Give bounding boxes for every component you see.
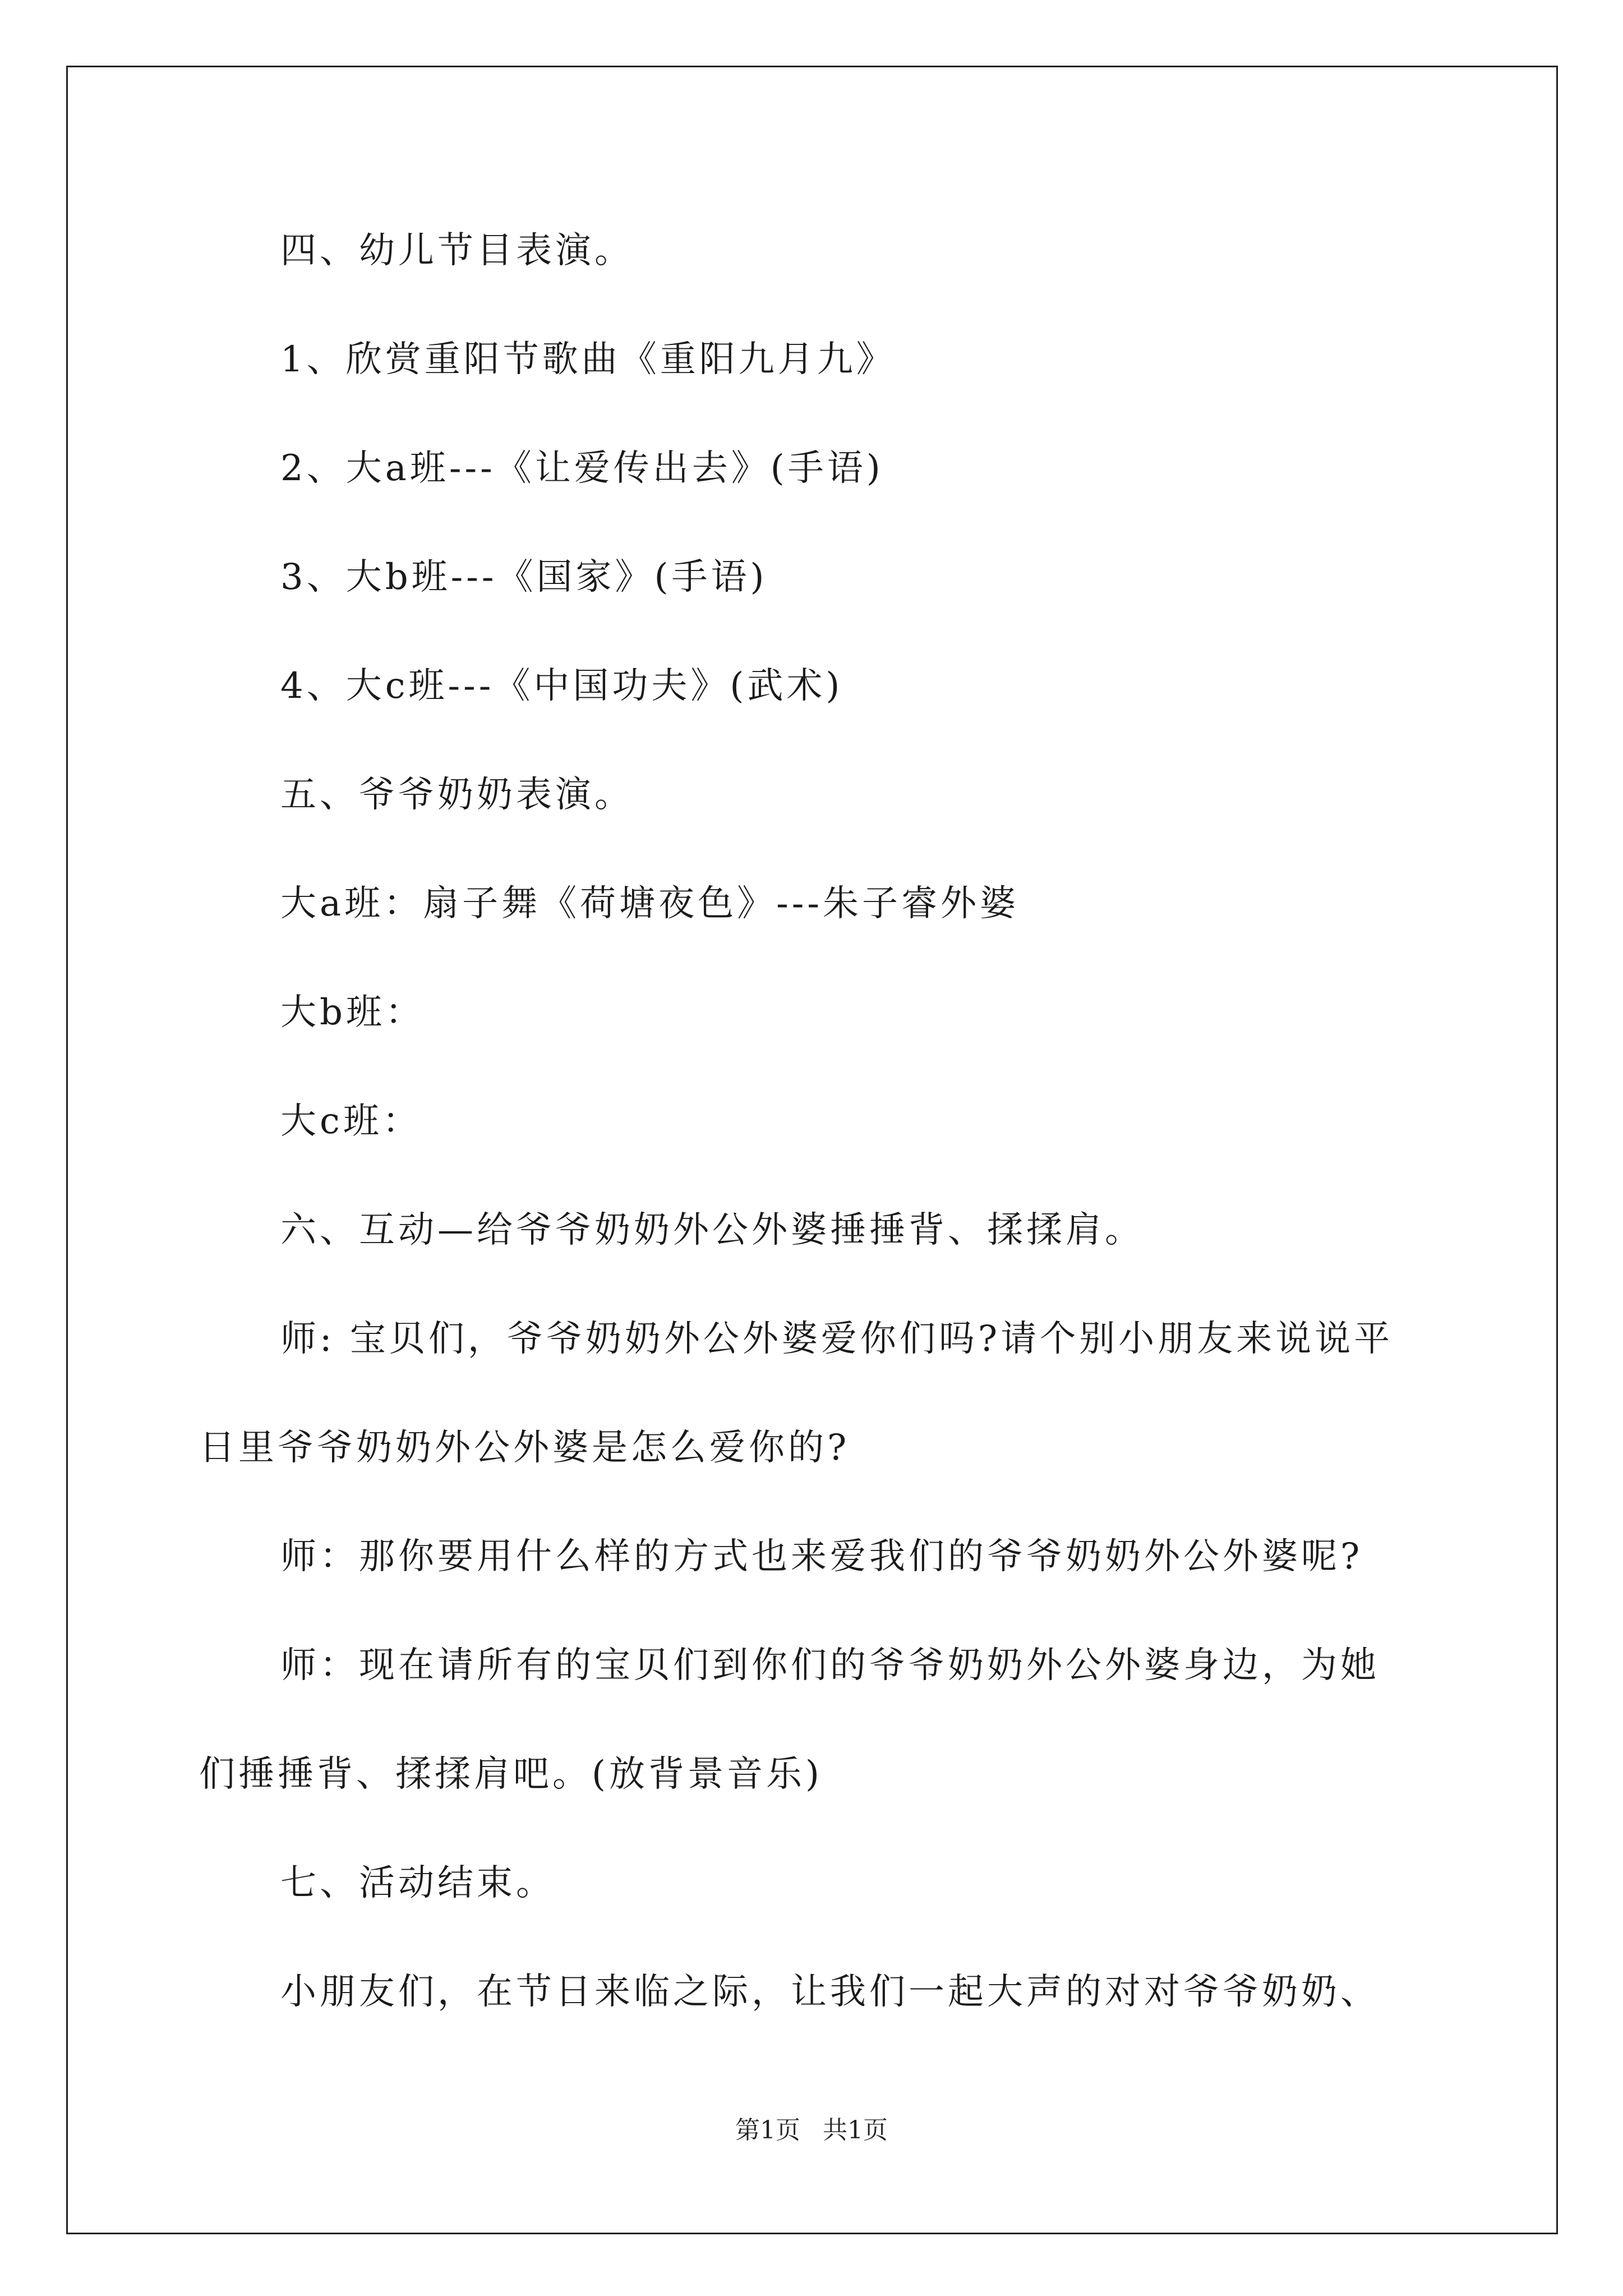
paragraph-line: 日里爷爷奶奶外公外婆是怎么爱你的? bbox=[199, 1427, 850, 1469]
section-heading-performance: 四、幼儿节目表演。 bbox=[280, 230, 634, 272]
page-number: 第1页 bbox=[735, 2116, 800, 2145]
page-total: 共1页 bbox=[823, 2116, 888, 2145]
paragraph-line: 们捶捶背、揉揉肩吧。(放背景音乐) bbox=[199, 1754, 823, 1795]
section-heading-end: 七、活动结束。 bbox=[280, 1862, 555, 1904]
section-heading-interaction: 六、互动—给爷爷奶奶外公外婆捶捶背、揉揉肩。 bbox=[280, 1209, 1144, 1251]
list-item: 3、大b班---《国家》(手语) bbox=[280, 556, 768, 598]
paragraph-line: 师：那你要用什么样的方式也来爱我们的爷爷奶奶外公外婆呢? bbox=[280, 1536, 1363, 1577]
list-item: 2、大a班---《让爱传出去》(手语) bbox=[280, 448, 884, 489]
paragraph-line: 小朋友们，在节日来临之际，让我们一起大声的对对爷爷奶奶、 bbox=[280, 1971, 1380, 2013]
list-item: 大a班：扇子舞《荷塘夜色》---朱子睿外婆 bbox=[280, 883, 1020, 924]
list-item: 大c班： bbox=[280, 1101, 422, 1142]
paragraph-line: 师：现在请所有的宝贝们到你们的爷爷奶奶外公外婆身边，为她 bbox=[280, 1645, 1380, 1686]
page-border bbox=[66, 66, 1558, 2234]
section-heading-grandparents: 五、爷爷奶奶表演。 bbox=[280, 774, 634, 816]
list-item: 4、大c班---《中国功夫》(武术) bbox=[280, 665, 843, 707]
page-footer bbox=[0, 2114, 1623, 2147]
list-item: 大b班： bbox=[280, 992, 425, 1033]
paragraph-line: 师: 宝贝们，爷爷奶奶外公外婆爱你们吗?请个别小朋友来说说平 bbox=[280, 1318, 1394, 1360]
list-item: 1、欣赏重阳节歌曲《重阳九月九》 bbox=[280, 339, 896, 380]
